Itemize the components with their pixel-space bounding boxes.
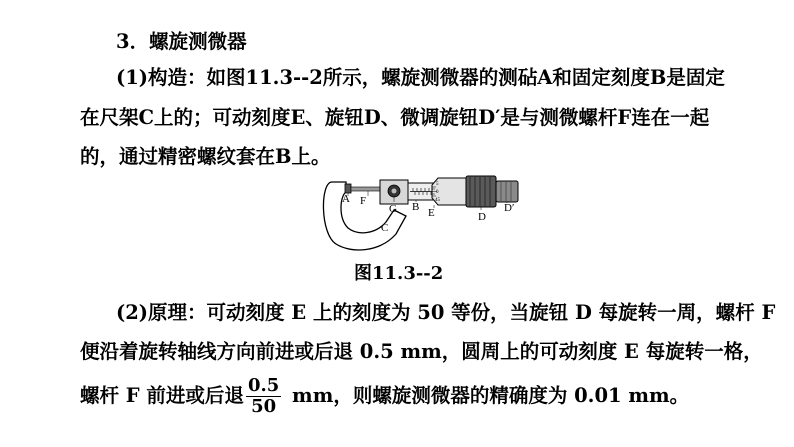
principle-line-3 <box>80 372 689 420</box>
structure-line-1: (1)构造：如图11.3--2所示，螺旋测微器的测砧A和固定刻度B是固定 <box>116 66 725 89</box>
fraction-numerator: 0.5 <box>247 375 280 396</box>
structure-line-2: 在尺架C上的；可动刻度E、旋钮D、微调旋钮D′是与测微螺杆F连在一起 <box>80 106 710 129</box>
label-e: E <box>428 207 435 219</box>
ratchet-d-prime <box>496 181 518 202</box>
micrometer-diagram <box>318 172 538 260</box>
principle-line-3-start: 螺杆 F 前进或后退 <box>80 384 244 407</box>
principle-line-2: 便沿着旋转轴线方向前进或后退 0.5 mm，圆周上的可动刻度 E 每旋转一格， <box>80 340 763 363</box>
label-b: B <box>412 201 420 213</box>
structure-line-3: 的，通过精密螺纹套在B上。 <box>80 145 331 168</box>
scale-mark-0: 0 <box>436 190 439 195</box>
principle-line-3-end: mm，则螺旋测微器的精确度为 0.01 mm。 <box>285 384 690 407</box>
label-d-prime: D′ <box>504 202 515 214</box>
fraction-denominator: 50 <box>251 396 277 417</box>
principle-line-1: (2)原理：可动刻度 E 上的刻度为 50 等份，当旋钮 D 每旋转一周，螺杆 F <box>116 301 776 324</box>
label-g: G <box>389 203 397 215</box>
fraction <box>246 376 281 417</box>
label-d: D <box>478 211 486 223</box>
section-heading: 3．螺旋测微器 <box>116 30 247 53</box>
figure-caption: 图11.3--2 <box>354 263 444 284</box>
label-c: C <box>381 222 389 234</box>
anvil-a <box>345 184 351 193</box>
label-a: A <box>342 193 350 205</box>
scale-mark-45: 45 <box>435 198 440 203</box>
label-f: F <box>360 195 367 207</box>
scale-mark-5: 5 <box>436 182 439 187</box>
